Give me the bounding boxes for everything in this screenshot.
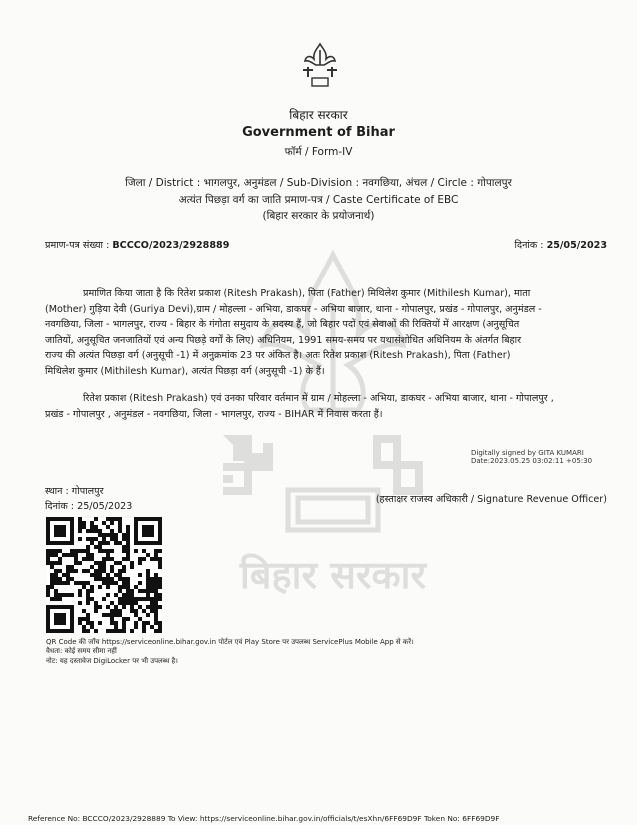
validity-note: वैधता: कोई समय सीमा नहीं [46, 647, 117, 655]
residence-paragraph: रितेश प्रकाश (Ritesh Prakash) एवं उनका परिवार वर्तमान में ग्राम / मोहल्ला - अभिया, डाकघर - अभिया बाजार, थाना - गोपालपुर , प्रखंड - गोपालपुर , अनुमंडल - नवगछिया, जिला - भागलपुर, राज्य - BIHAR में निवास करता हैं। [45, 393, 554, 420]
form-label: फॉर्म / Form-IV [284, 146, 353, 158]
location-line: जिला / District : भागलपुर, अनुमंडल / Sub-Division : नवगछिया, अंचल / Circle : गोपालपुर [125, 177, 512, 189]
bottom-date: दिनांक : 25/05/2023 [45, 501, 133, 512]
govt-title-english: Government of Bihar [242, 125, 395, 140]
digilocker-note: नोट: यह दस्तावेज DigiLocker पर भी उपलब्ध है। [46, 657, 178, 665]
certification-paragraph: प्रमाणित किया जाता है कि रितेश प्रकाश (Ritesh Prakash), पिता (Father) मिथिलेश कुमार (Mithilesh Kumar), माता (Mother) गुड़िया देवी (Guriya Devi),ग्राम / मोहल्ला - अभिया, डाकघर - अभिया बाजार, थाना - गोपालपुर, प्रखंड - गोपालपुर, अनुमंडल - नवगछिया, जिला - भागलपुर, राज्य - बिहार के गंगोता समुदाय के सदस्य हैं, जो बिहार पदों एवं सेवाओं की रिक्तियों में आरक्षण (अनुसूचित जातियों, अनुसूचित जनजातियों एवं अन्य पिछड़े वर्गों के लिए) अधिनियम, 1991 समय-समय पर यथासंशोधित अधिनियम के अंतर्गत बिहार राज्य की अत्यंत पिछड़ा वर्ग (अनुसूची -1) में अनुक्रमांक 23 पर अंकित है। अतः रितेश प्रकाश (Ritesh Prakash), पिता (Father) मिथिलेश कुमार (Mithilesh Kumar), अत्यंत पिछड़ा वर्ग (अनुसूची -1) के हैं। [45, 288, 542, 377]
signatory-label: (हस्ताक्षर राजस्व अधिकारी / Signature Revenue Officer) [375, 494, 607, 505]
bihar-emblem-icon [300, 42, 340, 88]
place: स्थान : गोपालपुर [45, 486, 104, 497]
reference-footer: Reference No: BCCCO/2023/2928889 To View: https://serviceonline.bihar.gov.in/officials/t/esXhn/6FF69D9F Token No: 6FF69D9F [28, 814, 500, 823]
certificate-subtitle: (बिहार सरकार के प्रयोजनार्थ) [262, 210, 375, 222]
govt-title-hindi: बिहार सरकार [289, 108, 348, 122]
certificate-title: अत्यंत पिछड़ा वर्ग का जाति प्रमाण-पत्र / Caste Certificate of EBC [178, 194, 459, 206]
digital-signature: Digitally signed by GITA KUMARI Date:2023.05.25 03:02:11 +05:30 [471, 449, 593, 465]
certificate-number: प्रमाण-पत्र संख्या : BCCCO/2023/2928889 [45, 240, 230, 251]
issue-date: दिनांक : 25/05/2023 [514, 240, 607, 251]
watermark-text: बिहार सरकार [239, 553, 427, 597]
qr-note: QR Code की जाँच https://serviceonline.bihar.gov.in पोर्टल एवं Play Store पर उपलब्ध ServicePlus Mobile App से करें। [46, 638, 414, 646]
qr-code[interactable] [46, 517, 162, 633]
